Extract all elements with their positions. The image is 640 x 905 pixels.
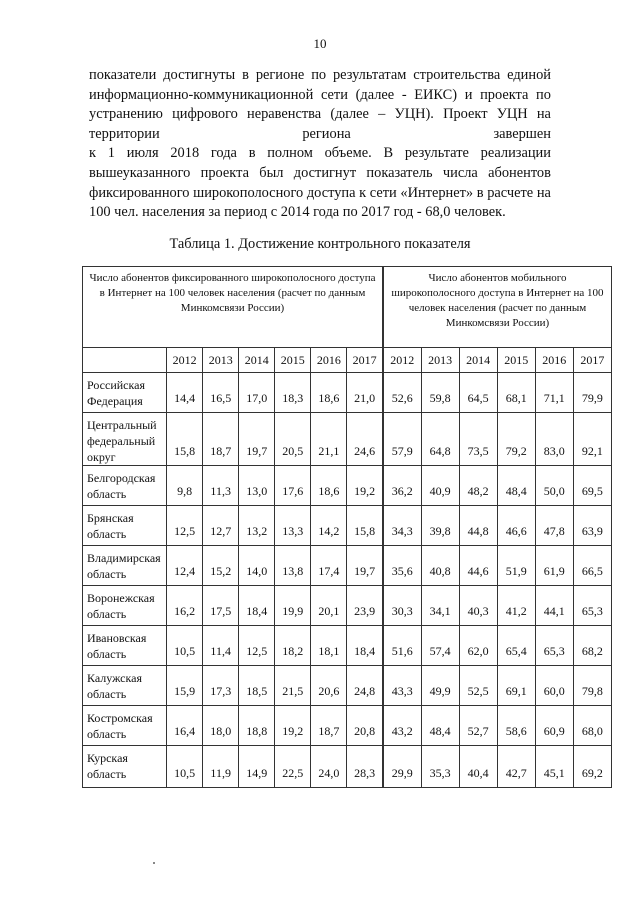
mobile-value-cell: 65,3: [573, 586, 611, 626]
region-name: Костромская область: [83, 706, 167, 746]
paragraph-line: [89, 184, 551, 204]
paragraph-word: показатели: [89, 67, 157, 83]
paragraph-word: вышеуказанного: [89, 164, 191, 181]
fixed-value-cell: 21,5: [275, 666, 311, 706]
fixed-value-cell: 18,4: [347, 626, 383, 666]
paragraph-word: показатель: [366, 164, 433, 181]
mobile-value-cell: 49,9: [421, 666, 459, 706]
mobile-value-cell: 40,3: [459, 586, 497, 626]
fixed-value-cell: 19,2: [347, 466, 383, 506]
fixed-value-cell: 13,8: [275, 546, 311, 586]
fixed-value-cell: 17,0: [239, 373, 275, 413]
fixed-value-cell: 10,5: [167, 626, 203, 666]
mobile-value-cell: 57,9: [383, 413, 421, 466]
paragraph-word: территории: [89, 125, 160, 142]
mobile-value-cell: 73,5: [459, 413, 497, 466]
region-name: Курская область: [83, 746, 167, 788]
mobile-value-cell: 48,2: [459, 466, 497, 506]
fixed-value-cell: 18,6: [311, 373, 347, 413]
mobile-value-cell: 79,2: [497, 413, 535, 466]
paragraph-word: «Интернет»: [400, 184, 474, 201]
mobile-value-cell: 69,1: [497, 666, 535, 706]
fixed-value-cell: 11,4: [203, 626, 239, 666]
mobile-value-cell: 65,4: [497, 626, 535, 666]
mobile-value-cell: 69,2: [573, 746, 611, 788]
fixed-value-cell: 16,5: [203, 373, 239, 413]
fixed-value-cell: 16,2: [167, 586, 203, 626]
paragraph-line: [89, 86, 551, 106]
paragraph-word: -: [401, 86, 407, 103]
fixed-value-cell: 16,4: [167, 706, 203, 746]
paragraph-word: неравенства: [247, 106, 322, 123]
fixed-value-cell: 14,9: [239, 746, 275, 788]
year-header-fixed: 2012: [167, 348, 203, 373]
mobile-value-cell: 35,3: [421, 746, 459, 788]
mobile-value-cell: 29,9: [383, 746, 421, 788]
fixed-value-cell: 10,5: [167, 746, 203, 788]
paragraph-word: Проект: [443, 106, 488, 123]
paragraph-word: расчете: [487, 184, 534, 201]
table-row: [83, 506, 612, 546]
table-row: [83, 626, 612, 666]
mobile-value-cell: 62,0: [459, 626, 497, 666]
fixed-value-cell: 19,2: [275, 706, 311, 746]
paragraph-word: В: [383, 145, 394, 162]
paragraph-word: абонентов: [488, 164, 551, 181]
control-indicator-table: [82, 266, 612, 788]
table-row: [83, 666, 612, 706]
region-name: Центральный федеральный округ: [83, 413, 167, 466]
paragraph-word: и: [464, 86, 473, 103]
paragraph-word: фиксированного: [89, 184, 190, 201]
paragraph-word: июля: [126, 145, 159, 162]
table-caption: Таблица 1. Достижение контрольного показателя: [169, 236, 471, 252]
paragraph-word: завершен: [493, 125, 551, 142]
paragraph-word: года: [210, 145, 237, 162]
mobile-value-cell: 92,1: [573, 413, 611, 466]
paragraph-word: полном: [267, 145, 313, 162]
fixed-value-cell: 9,8: [167, 466, 203, 506]
mobile-value-cell: 57,4: [421, 626, 459, 666]
region-name: Владимирская область: [83, 546, 167, 586]
paragraph-line: [89, 144, 551, 164]
fixed-value-cell: 18,4: [239, 586, 275, 626]
year-header-mobile: 2017: [573, 348, 611, 373]
mobile-value-cell: 43,2: [383, 706, 421, 746]
fixed-value-cell: 24,6: [347, 413, 383, 466]
mobile-value-cell: 35,6: [383, 546, 421, 586]
mobile-value-cell: 69,5: [573, 466, 611, 506]
mobile-value-cell: 79,8: [573, 666, 611, 706]
mobile-value-cell: 68,1: [497, 373, 535, 413]
year-header-mobile: 2014: [459, 348, 497, 373]
mobile-value-cell: 58,6: [497, 706, 535, 746]
years-row: [83, 348, 612, 373]
paragraph-word: 1: [107, 145, 115, 162]
paragraph-word: сети: [320, 86, 348, 103]
fixed-value-cell: 12,7: [203, 506, 239, 546]
fixed-value-cell: 17,3: [203, 666, 239, 706]
paragraph-word: к: [359, 184, 367, 201]
paragraph-word: 2018: [170, 145, 200, 162]
fixed-value-cell: 20,5: [275, 413, 311, 466]
fixed-value-cell: 14,2: [311, 506, 347, 546]
paragraph-word: информационно-коммуникационной: [89, 86, 314, 103]
year-header-mobile: 2015: [497, 348, 535, 373]
mobile-value-cell: 66,5: [573, 546, 611, 586]
mobile-value-cell: 68,2: [573, 626, 611, 666]
paragraph-word: результатам: [332, 67, 407, 83]
fixed-value-cell: 18,5: [239, 666, 275, 706]
fixed-value-cell: 19,9: [275, 586, 311, 626]
mobile-value-cell: 68,0: [573, 706, 611, 746]
mobile-value-cell: 43,3: [383, 666, 421, 706]
fixed-value-cell: 17,6: [275, 466, 311, 506]
fixed-value-cell: 17,4: [311, 546, 347, 586]
mobile-value-cell: 42,7: [497, 746, 535, 788]
fixed-value-cell: 20,6: [311, 666, 347, 706]
paragraph-word: результате: [404, 145, 469, 162]
mobile-value-cell: 47,8: [535, 506, 573, 546]
paragraph-word: регионе: [255, 67, 305, 83]
fixed-value-cell: 13,2: [239, 506, 275, 546]
page-number: 10: [313, 36, 327, 51]
year-header-fixed: 2014: [239, 348, 275, 373]
year-header-fixed: 2016: [311, 348, 347, 373]
mobile-value-cell: 83,0: [535, 413, 573, 466]
fixed-value-cell: 13,0: [239, 466, 275, 506]
table-row: [83, 466, 612, 506]
paragraph-word: был: [259, 164, 284, 181]
paragraph-word: в: [248, 145, 256, 162]
fixed-value-cell: 28,3: [347, 746, 383, 788]
mobile-value-cell: 46,6: [497, 506, 535, 546]
mobile-value-cell: 36,2: [383, 466, 421, 506]
mobile-value-cell: 60,9: [535, 706, 573, 746]
mobile-value-cell: 41,2: [497, 586, 535, 626]
paragraph-word: по: [311, 67, 327, 83]
mobile-value-cell: 64,8: [421, 413, 459, 466]
table-row: [83, 746, 612, 788]
body-paragraph: [89, 66, 551, 223]
mobile-value-cell: 44,8: [459, 506, 497, 546]
fixed-value-cell: 21,0: [347, 373, 383, 413]
paragraph-word: (далее: [355, 86, 395, 103]
year-header-fixed: 2015: [275, 348, 311, 373]
fixed-value-cell: 13,3: [275, 506, 311, 546]
mobile-value-cell: 52,5: [459, 666, 497, 706]
table-row: [83, 546, 612, 586]
year-header-fixed: 2013: [203, 348, 239, 373]
paragraph-word: в: [242, 67, 249, 83]
paragraph-word: доступа: [306, 184, 356, 201]
fixed-value-cell: 15,9: [167, 666, 203, 706]
region-name: Воронежская область: [83, 586, 167, 626]
table-row: [83, 706, 612, 746]
mobile-value-cell: 34,3: [383, 506, 421, 546]
paragraph-word: УЦН).: [394, 106, 434, 123]
table-header-row: [83, 267, 612, 348]
paragraph-word: на: [536, 106, 551, 123]
paragraph-line: [89, 164, 551, 184]
fixed-value-cell: 12,4: [167, 546, 203, 586]
paragraph-word: устранению: [89, 106, 163, 123]
paragraph-word: региона: [302, 125, 351, 142]
fixed-value-cell: 22,5: [275, 746, 311, 788]
mobile-value-cell: 39,8: [421, 506, 459, 546]
mobile-value-cell: 40,4: [459, 746, 497, 788]
paragraph-word: (далее: [330, 106, 369, 123]
header-mobile-broadband: Число абонентов мобильного широкополосного доступа в Интернет на 100 человек населения (расчет по данным Минкомсвязи России): [383, 267, 612, 348]
fixed-value-cell: 15,8: [347, 506, 383, 546]
fixed-value-cell: 18,3: [275, 373, 311, 413]
paragraph-line: [89, 66, 551, 86]
fixed-value-cell: 14,0: [239, 546, 275, 586]
paragraph-word: реализации: [480, 145, 551, 162]
paragraph-word: проекта: [200, 164, 249, 181]
paragraph-word: 100 чел. населения за период с 2014 года по 2017 год - 68,0 человек.: [89, 204, 506, 221]
paragraph-word: к: [89, 145, 96, 162]
table-row: [83, 373, 612, 413]
mobile-value-cell: 30,3: [383, 586, 421, 626]
fixed-value-cell: 18,0: [203, 706, 239, 746]
mobile-value-cell: 65,3: [535, 626, 573, 666]
fixed-value-cell: 14,4: [167, 373, 203, 413]
mobile-value-cell: 59,8: [421, 373, 459, 413]
fixed-value-cell: 11,9: [203, 746, 239, 788]
paragraph-word: по: [536, 86, 551, 103]
region-name: Ивановская область: [83, 626, 167, 666]
header-fixed-broadband: Число абонентов фиксированного широкополосного доступа в Интернет на 100 человек населения (расчет по данным Минкомсвязи России): [83, 267, 383, 348]
year-header-mobile: 2016: [535, 348, 573, 373]
mobile-value-cell: 61,9: [535, 546, 573, 586]
fixed-value-cell: 19,7: [239, 413, 275, 466]
paragraph-word: проекта: [480, 86, 529, 103]
year-header-fixed: 2017: [347, 348, 383, 373]
paragraph-word: в: [476, 184, 484, 201]
fixed-value-cell: 21,1: [311, 413, 347, 466]
paragraph-word: цифрового: [172, 106, 238, 123]
paragraph-word: строительства: [413, 67, 501, 83]
fixed-value-cell: 18,8: [239, 706, 275, 746]
fixed-value-cell: 18,7: [203, 413, 239, 466]
paragraph-word: сети: [369, 184, 397, 201]
paragraph-word: –: [378, 106, 386, 123]
fixed-value-cell: 15,8: [167, 413, 203, 466]
mobile-value-cell: 45,1: [535, 746, 573, 788]
year-header-mobile: 2013: [421, 348, 459, 373]
mobile-value-cell: 40,9: [421, 466, 459, 506]
fixed-value-cell: 18,2: [275, 626, 311, 666]
fixed-value-cell: 17,5: [203, 586, 239, 626]
page-mark: [153, 862, 155, 864]
paragraph-line: [89, 105, 551, 125]
table-row: [83, 413, 612, 466]
mobile-value-cell: 48,4: [421, 706, 459, 746]
fixed-value-cell: 24,8: [347, 666, 383, 706]
paragraph-line: [89, 203, 551, 223]
mobile-value-cell: 63,9: [573, 506, 611, 546]
mobile-value-cell: 64,5: [459, 373, 497, 413]
fixed-value-cell: 19,7: [347, 546, 383, 586]
mobile-value-cell: 48,4: [497, 466, 535, 506]
paragraph-word: достигнуты: [163, 67, 236, 83]
paragraph-line: [89, 125, 551, 145]
table-row: [83, 586, 612, 626]
region-name: Белгородская область: [83, 466, 167, 506]
region-name: Калужская область: [83, 666, 167, 706]
mobile-value-cell: 52,7: [459, 706, 497, 746]
paragraph-word: ЕИКС): [414, 86, 458, 103]
fixed-value-cell: 12,5: [167, 506, 203, 546]
fixed-value-cell: 12,5: [239, 626, 275, 666]
region-name: Российская Федерация: [83, 373, 167, 413]
mobile-value-cell: 79,9: [573, 373, 611, 413]
region-column-header: [83, 348, 167, 373]
fixed-value-cell: 11,3: [203, 466, 239, 506]
paragraph-word: единой: [507, 67, 551, 83]
fixed-value-cell: 18,6: [311, 466, 347, 506]
mobile-value-cell: 50,0: [535, 466, 573, 506]
fixed-value-cell: 24,0: [311, 746, 347, 788]
mobile-value-cell: 44,1: [535, 586, 573, 626]
region-name: Брянская область: [83, 506, 167, 546]
fixed-value-cell: 15,2: [203, 546, 239, 586]
fixed-value-cell: 20,1: [311, 586, 347, 626]
paragraph-word: достигнут: [293, 164, 357, 181]
mobile-value-cell: 51,9: [497, 546, 535, 586]
mobile-value-cell: 44,6: [459, 546, 497, 586]
fixed-value-cell: 20,8: [347, 706, 383, 746]
paragraph-word: числа: [442, 164, 478, 181]
paragraph-word: УЦН: [496, 106, 528, 123]
mobile-value-cell: 51,6: [383, 626, 421, 666]
mobile-value-cell: 40,8: [421, 546, 459, 586]
fixed-value-cell: 23,9: [347, 586, 383, 626]
mobile-value-cell: 34,1: [421, 586, 459, 626]
mobile-value-cell: 60,0: [535, 666, 573, 706]
fixed-value-cell: 18,7: [311, 706, 347, 746]
mobile-value-cell: 52,6: [383, 373, 421, 413]
paragraph-word: на: [536, 184, 551, 201]
paragraph-word: объеме.: [324, 145, 372, 162]
paragraph-word: широкополосного: [193, 184, 304, 201]
fixed-value-cell: 18,1: [311, 626, 347, 666]
year-header-mobile: 2012: [383, 348, 421, 373]
mobile-value-cell: 71,1: [535, 373, 573, 413]
